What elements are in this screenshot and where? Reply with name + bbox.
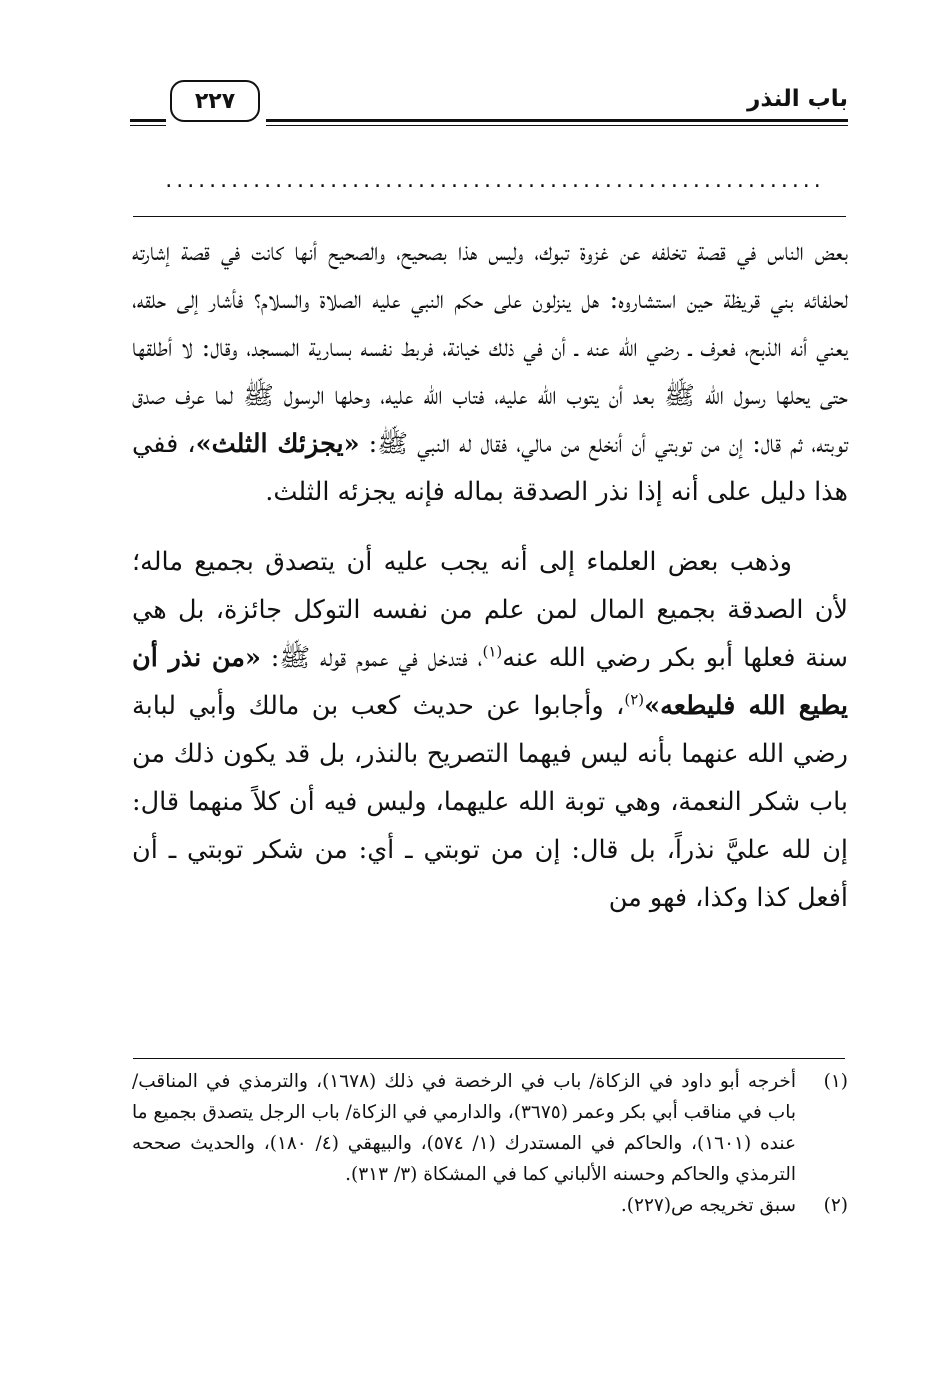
header-rule bbox=[266, 119, 848, 122]
dotted-separator: ............................................................ bbox=[165, 168, 825, 193]
hadith-quote: «من نذر أن يطيع الله فليطعه» bbox=[132, 643, 848, 721]
page-header bbox=[130, 78, 848, 134]
footnote-ref[interactable]: (١) bbox=[482, 642, 503, 661]
footnote-text: سبق تخريجه ص(٢٢٧). bbox=[620, 1195, 796, 1216]
paragraph-2 bbox=[132, 538, 848, 922]
paragraph-text: ، فتدخل في عموم قوله ﷺ: bbox=[260, 643, 483, 673]
footnote-rule bbox=[133, 1058, 845, 1059]
header-rule bbox=[130, 119, 166, 122]
paragraph-text: ، ففي هذا دليل على أنه إذا نذر الصدقة بماله فإنه يجزئه الثلث. bbox=[132, 429, 848, 507]
paragraph-text: وذهب بعض العلماء إلى أنه يجب عليه أن يتصدق بجميع ماله؛ لأن الصدقة بجميع المال لمن علم من نفسه التوكل جائزة، بل هي سنة فعلها أبو بكر رضي الله عنه bbox=[132, 547, 848, 673]
paragraph-text: بعض الناس في قصة تخلفه عن غزوة تبوك، وليس هذا بصحيح، والصحيح أنها كانت في قصة إشارته لحلفائه بني قريظة حين استشاروه: هل ينزلون على حكم النبي عليه الصلاة والسلام؟ فأشار إلى حلقه، يعني أنه الذبح، فعرف ـ رضي الله عنه ـ أن في ذلك خيانة، فربط نفسه بسارية المسجد، وقال: لا أطلقها حتى يحلها رسول الله ﷺ بعد أن يتوب الله عليه، فتاب الله عليه، وحلها الرسول ﷺ لما عرف صدق توبته، ثم قال: إن من توبتي أن أنخلع من مالي، فقال له النبي ﷺ: bbox=[132, 237, 848, 459]
footnote-item bbox=[132, 1190, 848, 1221]
header-rule bbox=[266, 125, 848, 126]
chapter-title: باب النذر bbox=[747, 86, 848, 112]
hadith-quote: «يجزئك الثلث» bbox=[195, 429, 360, 459]
header-rule bbox=[130, 125, 166, 126]
footnote-number: (٢) bbox=[823, 1195, 848, 1216]
main-text bbox=[132, 228, 848, 922]
footnote-item bbox=[132, 1066, 848, 1190]
footnote-number: (١) bbox=[823, 1071, 848, 1092]
paragraph-1 bbox=[132, 228, 848, 516]
footnotes bbox=[132, 1066, 848, 1221]
footnote-ref[interactable]: (٢) bbox=[624, 690, 645, 709]
footnote-text: أخرجه أبو داود في الزكاة/ باب في الرخصة في ذلك (١٦٧٨)، والترمذي في المناقب/ باب في مناقب أبي بكر وعمر (٣٦٧٥)، والدارمي في الزكاة/ باب الرجل يتصدق بجميع ما عنده (١٦٠١)، والحاكم في المستدرك (١/ ٥٧٤)، والبيهقي (٤/ ١٨٠)، والحديث صححه الترمذي والحاكم وحسنه الألباني كما في المشكاة (٣/ ٣١٣). bbox=[132, 1071, 796, 1185]
page-number: ٢٢٧ bbox=[170, 80, 260, 122]
paragraph-text: ، وأجابوا عن حديث كعب بن مالك وأبي لبابة رضي الله عنهما بأنه ليس فيهما التصريح بالنذر، بل قد يكون ذلك من باب شكر النعمة، وهي توبة الله عليهما، وليس فيه أن كلاً منهما قال: إن لله عليَّ نذراً، بل قال: إن من توبتي ـ أي: من شكر توبتي ـ أن أفعل كذا وكذا، فهو من bbox=[132, 691, 848, 913]
text-top-rule bbox=[133, 216, 846, 217]
